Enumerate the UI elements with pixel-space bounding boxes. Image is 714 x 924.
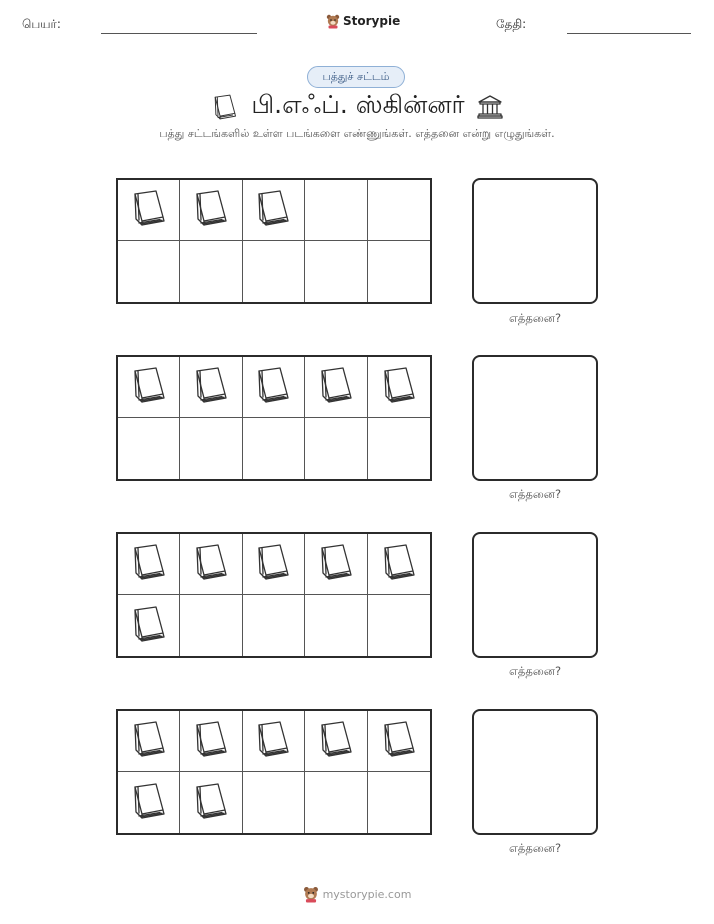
- topic-tag: பத்துச் சட்டம்: [307, 66, 405, 88]
- footer: [0, 885, 714, 903]
- book-icon: [379, 719, 419, 763]
- book-icon: [379, 542, 419, 586]
- frame-cell: [368, 534, 430, 595]
- book-icon: [191, 188, 231, 232]
- ten-frame: [116, 178, 432, 304]
- name-label: பெயர்:: [22, 17, 61, 31]
- frame-cell: [118, 595, 180, 656]
- frame-cell: [180, 357, 242, 418]
- frame-cell: [368, 595, 430, 656]
- date-field[interactable]: [567, 33, 691, 34]
- brand-name: Storypie: [343, 14, 401, 28]
- book-icon: [253, 542, 293, 586]
- book-icon: [253, 188, 293, 232]
- frame-cell: [180, 241, 242, 302]
- frame-cell: [305, 534, 367, 595]
- frame-cell: [243, 711, 305, 772]
- answer-label: எத்தனை?: [508, 487, 562, 501]
- answer-label: எத்தனை?: [508, 664, 562, 678]
- answer-label: எத்தனை?: [508, 311, 562, 325]
- book-icon: [129, 719, 169, 763]
- frame-cell: [118, 711, 180, 772]
- book-icon: [211, 92, 239, 122]
- bear-icon: [303, 885, 319, 903]
- ten-frame: [116, 709, 432, 835]
- book-icon: [253, 719, 293, 763]
- frame-cell: [243, 534, 305, 595]
- name-field[interactable]: [101, 33, 257, 34]
- page-title: பி.எஃப். ஸ்கின்னர்: [251, 90, 465, 119]
- ten-frame: [116, 532, 432, 658]
- building-icon: [477, 94, 503, 120]
- frame-cell: [180, 772, 242, 833]
- frame-cell: [305, 711, 367, 772]
- frame-cell: [305, 241, 367, 302]
- book-icon: [129, 781, 169, 825]
- frame-cell: [243, 418, 305, 479]
- book-icon: [129, 604, 169, 648]
- frame-cell: [118, 180, 180, 241]
- instructions: பத்து சட்டங்களில் உள்ள படங்களை எண்ணுங்கள். எத்தனை என்று எழுதுங்கள்.: [159, 127, 555, 140]
- book-icon: [191, 542, 231, 586]
- frame-cell: [305, 180, 367, 241]
- frame-cell: [180, 180, 242, 241]
- frame-cell: [243, 180, 305, 241]
- answer-box[interactable]: [472, 532, 598, 658]
- frame-cell: [243, 241, 305, 302]
- frame-cell: [368, 357, 430, 418]
- frame-cell: [305, 772, 367, 833]
- title-row: [0, 90, 714, 123]
- book-icon: [316, 542, 356, 586]
- frame-cell: [118, 418, 180, 479]
- answer-box[interactable]: [472, 355, 598, 481]
- frame-cell: [368, 418, 430, 479]
- book-icon: [379, 365, 419, 409]
- frame-cell: [180, 534, 242, 595]
- frame-cell: [180, 595, 242, 656]
- answer-box[interactable]: [472, 178, 598, 304]
- frame-cell: [180, 418, 242, 479]
- frame-cell: [118, 241, 180, 302]
- date-label: தேதி:: [496, 17, 527, 31]
- bear-icon: [326, 13, 340, 29]
- frame-cell: [368, 180, 430, 241]
- frame-cell: [118, 357, 180, 418]
- frame-cell: [180, 711, 242, 772]
- footer-url: mystorypie.com: [322, 887, 412, 901]
- frame-cell: [368, 772, 430, 833]
- frame-cell: [305, 418, 367, 479]
- answer-box[interactable]: [472, 709, 598, 835]
- book-icon: [191, 719, 231, 763]
- book-icon: [316, 365, 356, 409]
- frame-cell: [243, 772, 305, 833]
- ten-frame: [116, 355, 432, 481]
- book-icon: [316, 719, 356, 763]
- frame-cell: [305, 595, 367, 656]
- book-icon: [129, 542, 169, 586]
- frame-cell: [368, 241, 430, 302]
- frame-cell: [243, 595, 305, 656]
- frame-cell: [305, 357, 367, 418]
- book-icon: [253, 365, 293, 409]
- book-icon: [129, 365, 169, 409]
- book-icon: [191, 365, 231, 409]
- book-icon: [129, 188, 169, 232]
- book-icon: [191, 781, 231, 825]
- frame-cell: [118, 534, 180, 595]
- frame-cell: [368, 711, 430, 772]
- frame-cell: [243, 357, 305, 418]
- frame-cell: [118, 772, 180, 833]
- answer-label: எத்தனை?: [508, 841, 562, 855]
- storypie-logo: [326, 13, 400, 29]
